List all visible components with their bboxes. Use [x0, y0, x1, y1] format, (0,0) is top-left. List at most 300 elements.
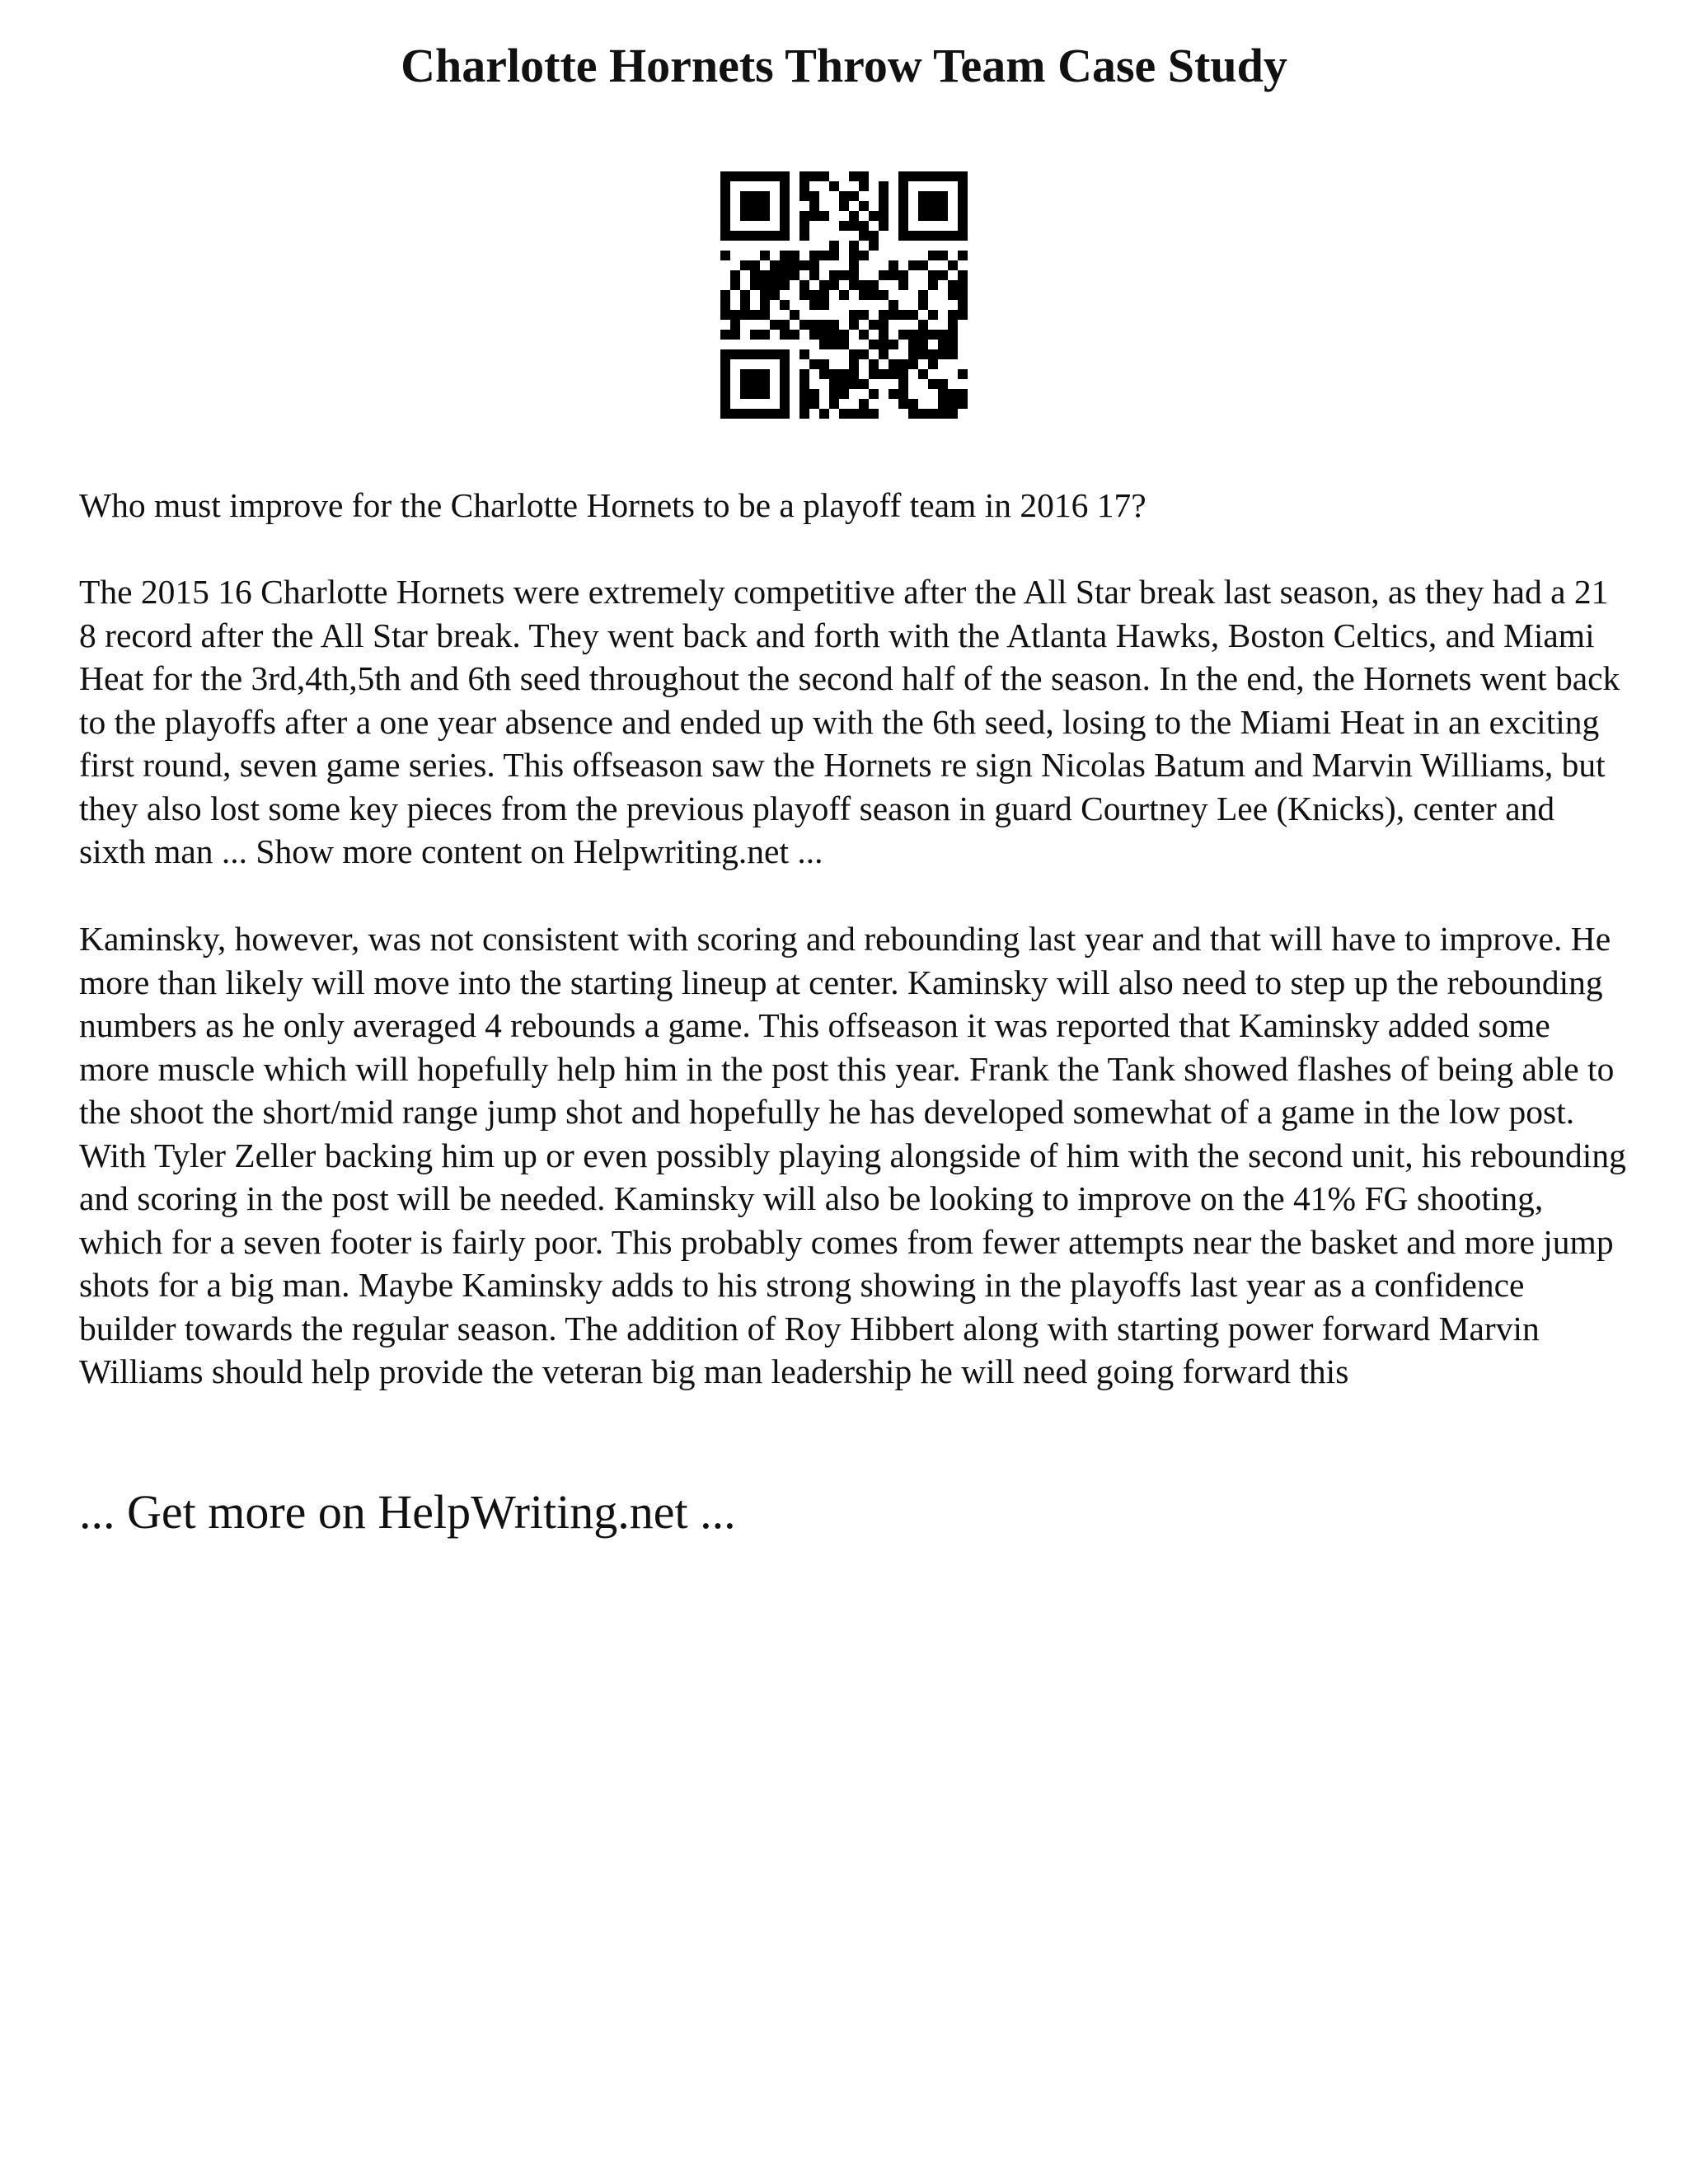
qr-module	[839, 290, 849, 300]
qr-module	[780, 320, 790, 330]
get-more-link[interactable]: ... Get more on HelpWriting.net ...	[79, 1485, 736, 1539]
qr-module	[859, 409, 869, 419]
qr-module	[780, 270, 790, 280]
qr-module	[889, 369, 898, 379]
qr-module	[938, 389, 948, 399]
qr-module	[760, 231, 770, 241]
qr-module	[928, 211, 938, 221]
qr-module	[770, 260, 780, 270]
qr-module	[809, 260, 819, 270]
qr-module	[889, 260, 898, 270]
qr-module	[790, 251, 799, 260]
qr-module	[859, 181, 869, 191]
qr-module	[918, 330, 928, 340]
qr-module	[879, 330, 889, 340]
qr-module	[898, 201, 908, 211]
qr-module	[938, 330, 948, 340]
qr-module	[829, 330, 839, 340]
qr-module	[740, 369, 750, 379]
qr-module	[750, 379, 760, 389]
qr-module	[750, 171, 760, 181]
qr-module	[898, 280, 908, 290]
qr-module	[720, 221, 730, 231]
qr-module	[829, 320, 839, 330]
qr-module	[928, 280, 938, 290]
qr-module	[879, 201, 889, 211]
qr-module	[730, 231, 740, 241]
qr-module	[879, 340, 889, 349]
qr-module	[879, 369, 889, 379]
qr-module	[730, 280, 740, 290]
qr-module	[750, 389, 760, 399]
qr-module	[740, 310, 750, 320]
qr-module	[869, 340, 879, 349]
qr-module	[760, 310, 770, 320]
qr-module	[859, 310, 869, 320]
qr-module	[938, 409, 948, 419]
qr-module	[750, 231, 760, 241]
qr-module	[908, 231, 918, 241]
qr-module	[869, 231, 879, 241]
qr-module	[760, 270, 770, 280]
qr-module	[948, 399, 958, 409]
qr-module	[859, 399, 869, 409]
qr-module	[819, 251, 829, 260]
qr-module	[780, 280, 790, 290]
qr-module	[958, 270, 968, 280]
qr-module	[720, 399, 730, 409]
qr-module	[809, 191, 819, 201]
qr-module	[849, 251, 859, 260]
qr-module	[720, 251, 730, 260]
qr-module	[958, 171, 968, 181]
qr-module	[869, 241, 879, 251]
qr-module	[928, 310, 938, 320]
qr-module	[730, 310, 740, 320]
qr-module	[958, 211, 968, 221]
qr-module	[819, 320, 829, 330]
qr-module	[918, 211, 928, 221]
qr-module	[879, 290, 889, 300]
qr-module	[819, 290, 829, 300]
qr-module	[829, 251, 839, 260]
qr-module	[750, 211, 760, 221]
qr-module	[849, 260, 859, 270]
qr-module	[879, 270, 889, 280]
qr-module	[730, 409, 740, 419]
qr-module	[859, 330, 869, 340]
qr-module	[889, 270, 898, 280]
qr-module	[908, 349, 918, 359]
qr-module	[780, 369, 790, 379]
qr-module	[859, 221, 869, 231]
qr-module	[780, 359, 790, 369]
qr-module	[760, 409, 770, 419]
qr-module	[918, 349, 928, 359]
qr-module	[829, 340, 839, 349]
qr-module	[889, 359, 898, 369]
qr-module	[928, 171, 938, 181]
qr-module	[730, 270, 740, 280]
qr-module	[948, 231, 958, 241]
qr-module	[760, 330, 770, 340]
qr-module	[740, 290, 750, 300]
qr-module	[958, 290, 968, 300]
qr-module	[849, 320, 859, 330]
qr-module	[908, 260, 918, 270]
qr-module	[740, 211, 750, 221]
qr-module	[958, 310, 968, 320]
qr-module	[799, 349, 809, 359]
qr-module	[720, 201, 730, 211]
qr-module	[720, 369, 730, 379]
qr-module	[730, 320, 740, 330]
qr-module	[760, 211, 770, 221]
qr-module	[898, 221, 908, 231]
qr-module	[889, 310, 898, 320]
qr-module	[780, 349, 790, 359]
qr-module	[760, 300, 770, 310]
qr-module	[938, 201, 948, 211]
qr-module	[839, 201, 849, 211]
qr-module	[809, 270, 819, 280]
qr-module	[958, 251, 968, 260]
qr-module	[780, 379, 790, 389]
qr-module	[760, 290, 770, 300]
qr-module	[819, 171, 829, 181]
qr-module	[770, 290, 780, 300]
qr-module	[908, 171, 918, 181]
qr-module	[839, 330, 849, 340]
qr-code-icon	[720, 171, 968, 419]
qr-module	[938, 379, 948, 389]
qr-module	[938, 191, 948, 201]
qr-module	[720, 310, 730, 320]
qr-module	[839, 409, 849, 419]
qr-module	[849, 270, 859, 280]
qr-module	[938, 211, 948, 221]
qr-module	[928, 191, 938, 201]
qr-module	[799, 409, 809, 419]
qr-module	[958, 300, 968, 310]
qr-module	[849, 211, 859, 221]
qr-module	[898, 181, 908, 191]
qr-module	[750, 201, 760, 211]
qr-module	[799, 369, 809, 379]
qr-module	[780, 389, 790, 399]
qr-module	[799, 290, 809, 300]
qr-module	[799, 399, 809, 409]
qr-module	[750, 270, 760, 280]
qr-module	[849, 280, 859, 290]
qr-module	[918, 369, 928, 379]
qr-module	[760, 389, 770, 399]
qr-module	[938, 251, 948, 260]
qr-module	[809, 330, 819, 340]
qr-module	[928, 201, 938, 211]
qr-module	[760, 191, 770, 201]
qr-module	[790, 260, 799, 270]
qr-module	[809, 211, 819, 221]
qr-module	[859, 171, 869, 181]
qr-module	[770, 320, 780, 330]
qr-module	[918, 300, 928, 310]
qr-module	[750, 409, 760, 419]
qr-module	[799, 231, 809, 241]
qr-module	[918, 231, 928, 241]
qr-module	[869, 280, 879, 290]
qr-module	[908, 330, 918, 340]
qr-module	[859, 251, 869, 260]
qr-module	[750, 191, 760, 201]
qr-module	[869, 389, 879, 399]
qr-module	[889, 300, 898, 310]
qr-module	[928, 231, 938, 241]
qr-module	[790, 270, 799, 280]
qr-module	[948, 389, 958, 399]
question-text: Who must improve for the Charlotte Hornets to be a playoff team in 2016 17?	[79, 486, 1146, 524]
qr-module	[720, 359, 730, 369]
qr-module	[879, 211, 889, 221]
qr-module	[928, 379, 938, 389]
qr-module	[809, 320, 819, 330]
qr-module	[720, 379, 730, 389]
qr-module	[819, 409, 829, 419]
qr-module	[849, 409, 859, 419]
qr-module	[780, 231, 790, 241]
qr-module	[869, 211, 879, 221]
qr-module	[829, 270, 839, 280]
qr-module	[948, 280, 958, 290]
qr-module	[770, 349, 780, 359]
qr-module	[918, 171, 928, 181]
qr-module	[869, 359, 879, 369]
qr-module	[928, 270, 938, 280]
qr-module	[780, 409, 790, 419]
qr-module	[898, 359, 908, 369]
qr-module	[948, 330, 958, 340]
qr-module	[829, 280, 839, 290]
qr-module	[760, 349, 770, 359]
qr-module	[839, 340, 849, 349]
qr-module	[908, 310, 918, 320]
qr-module	[958, 231, 968, 241]
qr-module	[908, 399, 918, 409]
qr-module	[948, 310, 958, 320]
qr-module	[879, 320, 889, 330]
qr-module	[809, 171, 819, 181]
qr-module	[869, 290, 879, 300]
qr-module	[799, 260, 809, 270]
qr-module	[799, 379, 809, 389]
qr-module	[839, 379, 849, 389]
qr-module	[760, 171, 770, 181]
qr-module	[740, 389, 750, 399]
qr-module	[720, 409, 730, 419]
qr-module	[928, 251, 938, 260]
qr-module	[799, 211, 809, 221]
qr-module	[938, 340, 948, 349]
paragraph-2: Kaminsky, however, was not consistent with scoring and rebounding last year and that will have to improve. He more than likely will move into the starting lineup at center. Kaminsky will also need to step up the rebounding numbers as he only averaged 4 rebounds a game. This offseason it was reported that Kaminsky added some more muscle which will hopefully help him in the post this year. Frank the Tank showed flashes of being able to the shoot the short/mid range jump shot and hopefully he has developed somewhat of a game in the low post. With Tyler Zeller backing him up or even possibly playing alongside of him with the second unit, his rebounding and scoring in the post will be needed. Kaminsky will also be looking to improve on the 41% FG shooting, which for a seven footer is fairly poor. This probably comes from fewer attempts near the basket and more jump shots for a big man. Maybe Kaminsky adds to his strong showing in the playoffs last year as a confidence builder towards the regular season. The addition of Roy Hibbert along with starting power forward Marvin Williams should help provide the veteran big man leadership he will need going forward this	[79, 920, 1626, 1390]
qr-module	[720, 231, 730, 241]
qr-module	[750, 310, 760, 320]
qr-module	[849, 221, 859, 231]
qr-module	[898, 270, 908, 280]
qr-module	[928, 409, 938, 419]
qr-module	[770, 409, 780, 419]
qr-module	[780, 260, 790, 270]
qr-module	[918, 201, 928, 211]
qr-module	[829, 379, 839, 389]
qr-module	[938, 231, 948, 241]
qr-module	[898, 379, 908, 389]
qr-module	[948, 260, 958, 270]
qr-module	[799, 181, 809, 191]
qr-module	[948, 340, 958, 349]
qr-module	[898, 171, 908, 181]
qr-module	[809, 251, 819, 260]
qr-module	[770, 280, 780, 290]
qr-module	[879, 181, 889, 191]
qr-module	[760, 369, 770, 379]
qr-module	[720, 290, 730, 300]
qr-module	[948, 349, 958, 359]
qr-module	[849, 359, 859, 369]
qr-module	[819, 340, 829, 349]
qr-module	[770, 270, 780, 280]
qr-module	[839, 221, 849, 231]
qr-module	[839, 369, 849, 379]
qr-module	[908, 340, 918, 349]
qr-module	[958, 201, 968, 211]
qr-module	[839, 191, 849, 201]
qr-module	[918, 340, 928, 349]
qr-module	[760, 251, 770, 260]
qr-module	[889, 389, 898, 399]
qr-module	[869, 409, 879, 419]
page-title: Charlotte Hornets Throw Team Case Study	[401, 39, 1287, 92]
qr-module	[819, 211, 829, 221]
qr-module	[849, 171, 859, 181]
qr-module	[790, 330, 799, 340]
qr-module	[938, 399, 948, 409]
qr-module	[958, 389, 968, 399]
qr-module	[819, 280, 829, 290]
qr-module	[829, 389, 839, 399]
qr-module	[780, 181, 790, 191]
qr-module	[809, 290, 819, 300]
qr-module	[799, 320, 809, 330]
qr-module	[948, 290, 958, 300]
qr-module	[958, 221, 968, 231]
qr-module	[780, 330, 790, 340]
qr-module	[819, 369, 829, 379]
qr-module	[780, 251, 790, 260]
qr-module	[938, 270, 948, 280]
qr-module	[819, 300, 829, 310]
qr-module	[750, 280, 760, 290]
qr-module	[849, 310, 859, 320]
qr-module	[879, 191, 889, 201]
qr-module	[859, 201, 869, 211]
qr-module	[898, 191, 908, 201]
qr-module	[908, 409, 918, 419]
qr-module	[859, 379, 869, 389]
qr-module	[740, 191, 750, 201]
qr-module	[958, 369, 968, 379]
qr-module	[948, 409, 958, 419]
qr-module	[740, 349, 750, 359]
qr-module	[799, 280, 809, 290]
qr-module	[839, 270, 849, 280]
qr-module	[809, 201, 819, 211]
qr-module	[928, 359, 938, 369]
qr-module	[839, 389, 849, 399]
qr-module	[780, 399, 790, 409]
qr-module	[918, 320, 928, 330]
qr-module	[740, 379, 750, 389]
qr-module	[750, 349, 760, 359]
qr-module	[849, 191, 859, 201]
qr-module	[780, 300, 790, 310]
qr-module	[859, 290, 869, 300]
qr-module	[898, 330, 908, 340]
qr-module	[750, 260, 760, 270]
qr-module	[859, 231, 869, 241]
qr-module	[829, 181, 839, 191]
qr-module	[760, 280, 770, 290]
qr-module	[740, 231, 750, 241]
qr-module	[948, 320, 958, 330]
qr-module	[918, 260, 928, 270]
qr-module	[879, 221, 889, 231]
qr-module	[740, 201, 750, 211]
qr-module	[819, 359, 829, 369]
qr-module	[849, 241, 859, 251]
qr-module	[799, 221, 809, 231]
qr-module	[819, 330, 829, 340]
qr-module	[799, 191, 809, 201]
qr-module	[720, 191, 730, 201]
qr-module	[958, 280, 968, 290]
qr-module	[928, 330, 938, 340]
qr-module	[859, 280, 869, 290]
qr-module	[720, 330, 730, 340]
qr-module	[750, 369, 760, 379]
qr-module	[938, 171, 948, 181]
qr-module	[849, 379, 859, 389]
qr-module	[809, 359, 819, 369]
qr-module	[849, 369, 859, 379]
paragraph-1: The 2015 16 Charlotte Hornets were extremely competitive after the All Star break last season, as they had a 21 8 record after the All Star break. They went back and forth with the Atlanta Hawks, Boston Celtics, and Miami Heat for the 3rd,4th,5th and 6th seed throughout the second half of the season. In the end, the Hornets went back to the playoffs after a one year absence and ended up with the 6th seed, losing to the Miami Heat in an exciting first round, seven game series. This offseason saw the Hornets re sign Nicolas Batum and Marvin Williams, but they also lost some key pieces from the previous playoff season in guard Courtney Lee (Knicks), center and sixth man ... Show more content on Helpwriting.net ...	[79, 573, 1620, 870]
qr-module	[898, 211, 908, 221]
qr-module	[829, 399, 839, 409]
qr-module	[918, 191, 928, 201]
qr-module	[740, 300, 750, 310]
qr-module	[720, 389, 730, 399]
qr-module	[898, 389, 908, 399]
qr-module	[780, 211, 790, 221]
qr-module	[780, 201, 790, 211]
qr-module	[780, 221, 790, 231]
qr-module	[918, 290, 928, 300]
qr-module	[740, 409, 750, 419]
qr-module	[918, 409, 928, 419]
qr-module	[879, 310, 889, 320]
qr-module	[849, 349, 859, 359]
qr-module	[720, 349, 730, 359]
qr-module	[869, 369, 879, 379]
